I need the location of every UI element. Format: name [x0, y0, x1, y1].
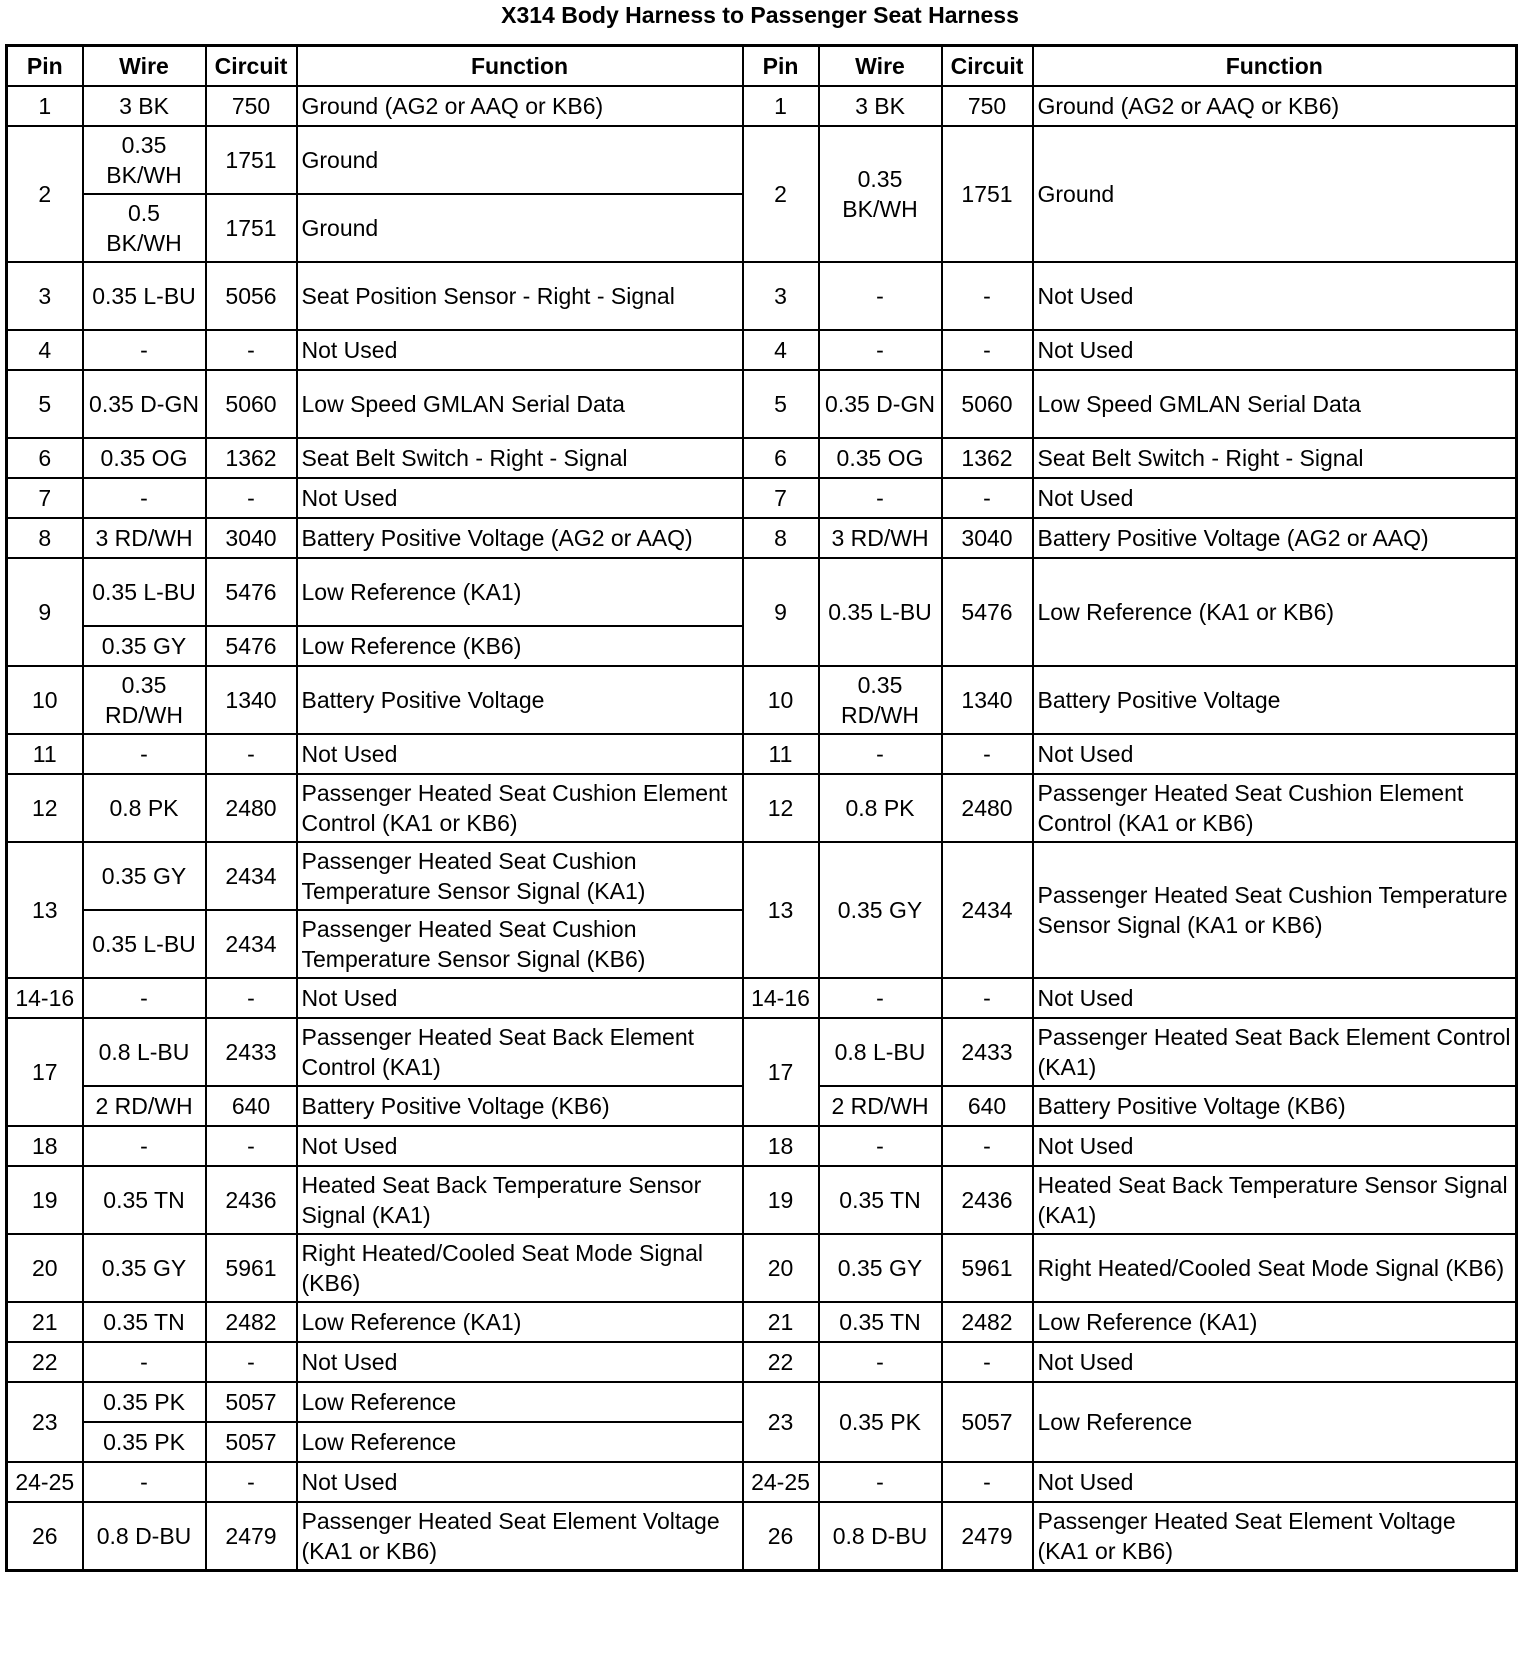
left-wire: 0.35 GY: [83, 626, 206, 666]
left-circuit: 5057: [206, 1382, 297, 1422]
left-function: Right Heated/Cooled Seat Mode Signal (KB6): [297, 1234, 743, 1302]
left-wire: 3 RD/WH: [83, 518, 206, 558]
pinout-table: [5, 44, 1518, 1572]
left-pin: 24-25: [7, 1462, 83, 1502]
right-function: Not Used: [1033, 478, 1517, 518]
right-wire: 0.35 D-GN: [819, 370, 942, 438]
right-circuit: 2434: [942, 842, 1033, 978]
page-title: X314 Body Harness to Passenger Seat Harness: [501, 2, 1019, 28]
left-wire: 0.35 TN: [83, 1166, 206, 1234]
right-wire: -: [819, 478, 942, 518]
right-pin: 21: [743, 1302, 819, 1342]
table-row: [7, 1166, 1517, 1234]
table-row: [7, 774, 1517, 842]
left-pin: 23: [7, 1382, 83, 1462]
right-pin: 3: [743, 262, 819, 330]
table-row: [7, 478, 1517, 518]
left-circuit: 2434: [206, 910, 297, 978]
left-wire: 0.35 L-BU: [83, 262, 206, 330]
left-circuit: 640: [206, 1086, 297, 1126]
right-function: Passenger Heated Seat Cushion Element Control (KA1 or KB6): [1033, 774, 1517, 842]
right-wire: 3 BK: [819, 86, 942, 126]
right-function: Passenger Heated Seat Back Element Control (KA1): [1033, 1018, 1517, 1086]
left-circuit: 5476: [206, 558, 297, 626]
table-row: [7, 978, 1517, 1018]
left-function: Low Reference (KA1): [297, 1302, 743, 1342]
right-wire: 3 RD/WH: [819, 518, 942, 558]
left-function: Low Reference (KB6): [297, 626, 743, 666]
right-wire: 0.35 L-BU: [819, 558, 942, 666]
table-row: [7, 1342, 1517, 1382]
left-wire: 0.35 PK: [83, 1422, 206, 1462]
header-function-left: Function: [297, 46, 743, 87]
left-wire: 0.5 BK/WH: [83, 194, 206, 262]
right-circuit: 2479: [942, 1502, 1033, 1570]
left-circuit: -: [206, 734, 297, 774]
table-row: [7, 842, 1517, 910]
left-function: Low Reference: [297, 1422, 743, 1462]
right-function: Not Used: [1033, 1126, 1517, 1166]
left-pin: 26: [7, 1502, 83, 1570]
table-row: [7, 1382, 1517, 1422]
table-row: [7, 558, 1517, 626]
pinout-body: [7, 86, 1517, 1570]
left-circuit: 3040: [206, 518, 297, 558]
right-circuit: -: [942, 1462, 1033, 1502]
left-circuit: -: [206, 478, 297, 518]
right-wire: 0.35 BK/WH: [819, 126, 942, 262]
left-wire: -: [83, 478, 206, 518]
left-pin: 4: [7, 330, 83, 370]
table-row: [7, 1234, 1517, 1302]
left-circuit: -: [206, 978, 297, 1018]
right-wire: -: [819, 978, 942, 1018]
right-wire: 0.8 PK: [819, 774, 942, 842]
left-function: Not Used: [297, 734, 743, 774]
right-wire: 0.35 RD/WH: [819, 666, 942, 734]
right-function: Ground (AG2 or AAQ or KB6): [1033, 86, 1517, 126]
right-function: Seat Belt Switch - Right - Signal: [1033, 438, 1517, 478]
right-circuit: 640: [942, 1086, 1033, 1126]
table-row: [7, 1018, 1517, 1086]
left-function: Not Used: [297, 978, 743, 1018]
right-pin: 7: [743, 478, 819, 518]
right-pin: 4: [743, 330, 819, 370]
left-circuit: 5060: [206, 370, 297, 438]
left-function: Not Used: [297, 478, 743, 518]
left-wire: 0.35 PK: [83, 1382, 206, 1422]
table-row: [7, 1462, 1517, 1502]
right-pin: 14-16: [743, 978, 819, 1018]
left-pin: 22: [7, 1342, 83, 1382]
table-row: [7, 370, 1517, 438]
right-pin: 6: [743, 438, 819, 478]
left-function: Not Used: [297, 330, 743, 370]
table-row: [7, 666, 1517, 734]
right-circuit: 2482: [942, 1302, 1033, 1342]
left-pin: 5: [7, 370, 83, 438]
right-circuit: 2436: [942, 1166, 1033, 1234]
left-wire: -: [83, 1126, 206, 1166]
right-circuit: 5476: [942, 558, 1033, 666]
header-circuit-right: Circuit: [942, 46, 1033, 87]
right-circuit: 5060: [942, 370, 1033, 438]
right-circuit: -: [942, 1126, 1033, 1166]
table-row: [7, 126, 1517, 194]
table-row: [7, 734, 1517, 774]
right-wire: 0.35 GY: [819, 842, 942, 978]
left-circuit: 5056: [206, 262, 297, 330]
right-circuit: -: [942, 978, 1033, 1018]
right-circuit: -: [942, 734, 1033, 774]
right-wire: 0.8 L-BU: [819, 1018, 942, 1086]
right-function: Low Reference: [1033, 1382, 1517, 1462]
right-circuit: 5057: [942, 1382, 1033, 1462]
left-function: Low Speed GMLAN Serial Data: [297, 370, 743, 438]
right-wire: -: [819, 1462, 942, 1502]
left-circuit: 1340: [206, 666, 297, 734]
left-function: Passenger Heated Seat Cushion Temperature Sensor Signal (KA1): [297, 842, 743, 910]
left-pin: 6: [7, 438, 83, 478]
left-function: Battery Positive Voltage (AG2 or AAQ): [297, 518, 743, 558]
left-pin: 21: [7, 1302, 83, 1342]
left-function: Passenger Heated Seat Cushion Temperature Sensor Signal (KB6): [297, 910, 743, 978]
left-circuit: 2479: [206, 1502, 297, 1570]
right-wire: 0.35 TN: [819, 1302, 942, 1342]
left-wire: 0.8 L-BU: [83, 1018, 206, 1086]
left-wire: 0.35 TN: [83, 1302, 206, 1342]
left-wire: -: [83, 978, 206, 1018]
right-pin: 11: [743, 734, 819, 774]
right-pin: 22: [743, 1342, 819, 1382]
right-pin: 2: [743, 126, 819, 262]
left-circuit: 2436: [206, 1166, 297, 1234]
right-wire: -: [819, 1126, 942, 1166]
right-circuit: -: [942, 478, 1033, 518]
left-circuit: 2482: [206, 1302, 297, 1342]
left-circuit: 2434: [206, 842, 297, 910]
right-wire: 0.35 TN: [819, 1166, 942, 1234]
right-circuit: 1362: [942, 438, 1033, 478]
right-circuit: 5961: [942, 1234, 1033, 1302]
right-function: Low Reference (KA1 or KB6): [1033, 558, 1517, 666]
right-pin: 10: [743, 666, 819, 734]
left-circuit: -: [206, 330, 297, 370]
left-circuit: 1751: [206, 126, 297, 194]
right-pin: 18: [743, 1126, 819, 1166]
right-function: Not Used: [1033, 734, 1517, 774]
left-function: Heated Seat Back Temperature Sensor Signal (KA1): [297, 1166, 743, 1234]
left-pin: 14-16: [7, 978, 83, 1018]
right-wire: 0.35 PK: [819, 1382, 942, 1462]
left-function: Not Used: [297, 1462, 743, 1502]
table-row: [7, 330, 1517, 370]
left-function: Battery Positive Voltage (KB6): [297, 1086, 743, 1126]
left-circuit: -: [206, 1342, 297, 1382]
right-wire: 0.35 GY: [819, 1234, 942, 1302]
right-function: Right Heated/Cooled Seat Mode Signal (KB6): [1033, 1234, 1517, 1302]
right-circuit: 2480: [942, 774, 1033, 842]
right-function: Passenger Heated Seat Element Voltage (KA1 or KB6): [1033, 1502, 1517, 1570]
left-circuit: 5961: [206, 1234, 297, 1302]
left-wire: -: [83, 330, 206, 370]
left-function: Ground: [297, 126, 743, 194]
table-row: [7, 1502, 1517, 1570]
left-wire: 2 RD/WH: [83, 1086, 206, 1126]
left-circuit: 1362: [206, 438, 297, 478]
table-row: [7, 262, 1517, 330]
left-function: Low Reference: [297, 1382, 743, 1422]
left-circuit: 1751: [206, 194, 297, 262]
right-wire: -: [819, 262, 942, 330]
left-pin: 18: [7, 1126, 83, 1166]
left-wire: 0.35 RD/WH: [83, 666, 206, 734]
table-row: [7, 518, 1517, 558]
right-wire: 0.8 D-BU: [819, 1502, 942, 1570]
right-wire: 2 RD/WH: [819, 1086, 942, 1126]
right-function: Not Used: [1033, 1342, 1517, 1382]
left-wire: 0.35 L-BU: [83, 910, 206, 978]
left-function: Passenger Heated Seat Back Element Control (KA1): [297, 1018, 743, 1086]
left-function: Seat Belt Switch - Right - Signal: [297, 438, 743, 478]
right-function: Battery Positive Voltage (KB6): [1033, 1086, 1517, 1126]
right-circuit: 1340: [942, 666, 1033, 734]
left-pin: 2: [7, 126, 83, 262]
left-circuit: 5057: [206, 1422, 297, 1462]
left-wire: 0.35 GY: [83, 842, 206, 910]
right-pin: 23: [743, 1382, 819, 1462]
left-pin: 13: [7, 842, 83, 978]
right-pin: 12: [743, 774, 819, 842]
right-function: Not Used: [1033, 1462, 1517, 1502]
left-wire: -: [83, 1462, 206, 1502]
right-function: Low Speed GMLAN Serial Data: [1033, 370, 1517, 438]
left-circuit: 750: [206, 86, 297, 126]
table-row: [7, 86, 1517, 126]
left-wire: 0.35 BK/WH: [83, 126, 206, 194]
right-function: Ground: [1033, 126, 1517, 262]
left-function: Seat Position Sensor - Right - Signal: [297, 262, 743, 330]
left-circuit: 2480: [206, 774, 297, 842]
right-wire: -: [819, 1342, 942, 1382]
left-pin: 20: [7, 1234, 83, 1302]
left-function: Ground (AG2 or AAQ or KB6): [297, 86, 743, 126]
right-pin: 8: [743, 518, 819, 558]
right-function: Not Used: [1033, 330, 1517, 370]
left-pin: 1: [7, 86, 83, 126]
table-row: [7, 1126, 1517, 1166]
left-wire: -: [83, 734, 206, 774]
left-wire: 0.35 OG: [83, 438, 206, 478]
right-pin: 13: [743, 842, 819, 978]
left-circuit: -: [206, 1126, 297, 1166]
right-wire: -: [819, 330, 942, 370]
left-wire: -: [83, 1342, 206, 1382]
right-pin: 9: [743, 558, 819, 666]
left-pin: 7: [7, 478, 83, 518]
right-pin: 5: [743, 370, 819, 438]
header-pin-left: Pin: [7, 46, 83, 87]
left-function: Passenger Heated Seat Element Voltage (KA1 or KB6): [297, 1502, 743, 1570]
left-wire: 3 BK: [83, 86, 206, 126]
left-pin: 8: [7, 518, 83, 558]
header-pin-right: Pin: [743, 46, 819, 87]
left-wire: 0.35 L-BU: [83, 558, 206, 626]
left-circuit: 2433: [206, 1018, 297, 1086]
left-wire: 0.35 GY: [83, 1234, 206, 1302]
left-function: Not Used: [297, 1126, 743, 1166]
right-pin: 17: [743, 1018, 819, 1126]
header-row: [7, 46, 1517, 87]
right-circuit: -: [942, 262, 1033, 330]
right-circuit: 1751: [942, 126, 1033, 262]
right-wire: 0.35 OG: [819, 438, 942, 478]
header-wire-left: Wire: [83, 46, 206, 87]
left-circuit: -: [206, 1462, 297, 1502]
left-wire: 0.35 D-GN: [83, 370, 206, 438]
right-function: Passenger Heated Seat Cushion Temperature Sensor Signal (KA1 or KB6): [1033, 842, 1517, 978]
left-circuit: 5476: [206, 626, 297, 666]
right-pin: 24-25: [743, 1462, 819, 1502]
left-function: Ground: [297, 194, 743, 262]
left-pin: 17: [7, 1018, 83, 1126]
left-pin: 10: [7, 666, 83, 734]
right-wire: -: [819, 734, 942, 774]
right-pin: 26: [743, 1502, 819, 1570]
right-function: Battery Positive Voltage (AG2 or AAQ): [1033, 518, 1517, 558]
right-pin: 1: [743, 86, 819, 126]
right-pin: 20: [743, 1234, 819, 1302]
right-circuit: -: [942, 330, 1033, 370]
right-function: Not Used: [1033, 978, 1517, 1018]
right-circuit: 750: [942, 86, 1033, 126]
right-function: Heated Seat Back Temperature Sensor Signal (KA1): [1033, 1166, 1517, 1234]
left-pin: 12: [7, 774, 83, 842]
right-pin: 19: [743, 1166, 819, 1234]
left-pin: 3: [7, 262, 83, 330]
left-wire: 0.8 D-BU: [83, 1502, 206, 1570]
header-wire-right: Wire: [819, 46, 942, 87]
right-circuit: -: [942, 1342, 1033, 1382]
left-function: Low Reference (KA1): [297, 558, 743, 626]
right-function: Not Used: [1033, 262, 1517, 330]
left-wire: 0.8 PK: [83, 774, 206, 842]
left-pin: 19: [7, 1166, 83, 1234]
left-pin: 9: [7, 558, 83, 666]
header-circuit-left: Circuit: [206, 46, 297, 87]
table-row: [7, 1302, 1517, 1342]
right-circuit: 3040: [942, 518, 1033, 558]
right-function: Battery Positive Voltage: [1033, 666, 1517, 734]
left-function: Passenger Heated Seat Cushion Element Control (KA1 or KB6): [297, 774, 743, 842]
right-circuit: 2433: [942, 1018, 1033, 1086]
left-function: Not Used: [297, 1342, 743, 1382]
table-row: [7, 438, 1517, 478]
left-function: Battery Positive Voltage: [297, 666, 743, 734]
left-pin: 11: [7, 734, 83, 774]
header-function-right: Function: [1033, 46, 1517, 87]
right-function: Low Reference (KA1): [1033, 1302, 1517, 1342]
